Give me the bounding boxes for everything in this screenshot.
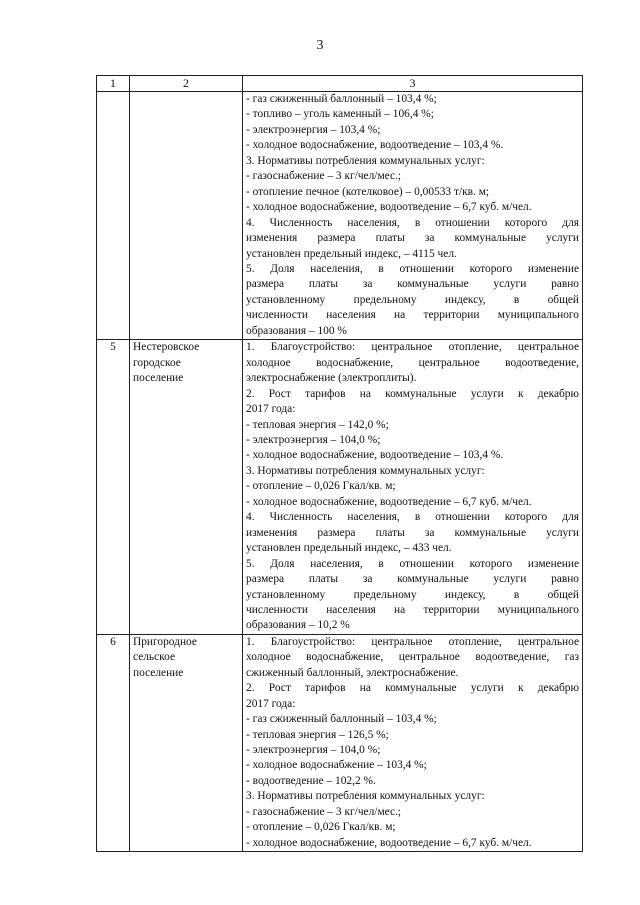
settlement-name-line: Пригородное bbox=[133, 635, 197, 648]
table-row bbox=[97, 92, 583, 340]
description-line: - газоснабжение – 3 кг/чел/мес.; bbox=[246, 170, 402, 183]
description-cell bbox=[243, 92, 583, 340]
description-line: 4. Численность населения, в отношении которого для bbox=[246, 511, 579, 524]
row-number: 5 bbox=[97, 340, 130, 635]
description-line: холодное водоснабжение, центральное водоотведение, газ bbox=[246, 651, 579, 664]
description-line: 3. Нормативы потребления коммунальных услуг: bbox=[246, 790, 485, 803]
table-row bbox=[97, 340, 583, 635]
column-header: 1 bbox=[97, 76, 130, 92]
description-line: образования – 10,2 % bbox=[246, 619, 350, 632]
table-row bbox=[97, 634, 583, 851]
description-line: 2. Рост тарифов на коммунальные услуги к декабрю bbox=[246, 682, 579, 695]
description-line: - холодное водоснабжение, водоотведение – 103,4 %. bbox=[246, 449, 504, 462]
description-cell bbox=[243, 634, 583, 851]
description-line: - холодное водоснабжение, водоотведение – 6,7 куб. м/чел. bbox=[246, 201, 532, 214]
description-line: - отопление печное (котелковое) – 0,00533 т/кв. м; bbox=[246, 185, 490, 198]
description-line: - отопление – 0,026 Гкал/кв. м; bbox=[246, 821, 396, 834]
description-line: - топливо – уголь каменный – 106,4 %; bbox=[246, 108, 434, 121]
description-line: установлен предельный индекс, – 4115 чел. bbox=[246, 247, 457, 260]
description-line: 1. Благоустройство: центральное отопление, центральное bbox=[246, 341, 579, 354]
row-number: 6 bbox=[97, 634, 130, 851]
description-line: размера платы за коммунальные услуги равно bbox=[246, 573, 579, 586]
settlement-name-line: поселение bbox=[133, 666, 184, 679]
settlement-name-line: Нестеровское bbox=[133, 341, 200, 354]
description-line: установленному предельному индексу, в общей bbox=[246, 293, 579, 306]
description-line: - отопление – 0,026 Гкал/кв. м; bbox=[246, 480, 396, 493]
description-line: 3. Нормативы потребления коммунальных услуг: bbox=[246, 464, 485, 477]
description-line: холодное водоснабжение, центральное водоотведение, bbox=[246, 356, 579, 369]
description-line: - газоснабжение – 3 кг/чел/мес.; bbox=[246, 805, 402, 818]
description-line: - тепловая энергия – 142,0 %; bbox=[246, 418, 389, 431]
description-line: - электроэнергия – 104,0 %; bbox=[246, 433, 381, 446]
description-line: 2017 года: bbox=[246, 697, 296, 710]
settlement-name bbox=[130, 340, 243, 635]
description-line: изменения размера платы за коммунальные услуги bbox=[246, 526, 579, 539]
settlement-name-line: сельское bbox=[133, 651, 176, 664]
page-number: 3 bbox=[316, 38, 324, 53]
description-line: - холодное водоснабжение, водоотведение – 6,7 куб. м/чел. bbox=[246, 495, 532, 508]
description-line: изменения размера платы за коммунальные услуги bbox=[246, 232, 579, 245]
table-header-row bbox=[97, 76, 583, 92]
description-line: - холодное водоснабжение – 103,4 %; bbox=[246, 759, 427, 772]
description-line: 3. Нормативы потребления коммунальных услуг: bbox=[246, 154, 485, 167]
description-line: - газ сжиженный баллонный – 103,4 %; bbox=[246, 713, 437, 726]
description-line: сжиженный баллонный, электроснабжение. bbox=[246, 666, 459, 679]
description-line: размера платы за коммунальные услуги равно bbox=[246, 278, 579, 291]
description-line: численности населения на территории муниципального bbox=[246, 309, 579, 322]
description-line: электроснабжение (электроплиты). bbox=[246, 372, 417, 385]
description-line: образования – 100 % bbox=[246, 324, 347, 337]
description-line: 5. Доля населения, в отношении которого изменение bbox=[246, 557, 579, 570]
description-line: - электроэнергия – 104,0 %; bbox=[246, 744, 381, 757]
description-line: установленному предельному индексу, в общей bbox=[246, 588, 579, 601]
column-header: 2 bbox=[130, 76, 243, 92]
column-header: 3 bbox=[243, 76, 583, 92]
settlement-name-line: поселение bbox=[133, 372, 184, 385]
description-line: - электроэнергия – 103,4 %; bbox=[246, 123, 381, 136]
description-line: - водоотведение – 102,2 %. bbox=[246, 774, 376, 787]
description-line: 2017 года: bbox=[246, 403, 296, 416]
description-line: - холодное водоснабжение, водоотведение – 103,4 %. bbox=[246, 139, 504, 152]
settlement-name bbox=[130, 634, 243, 851]
description-line: 1. Благоустройство: центральное отопление, центральное bbox=[246, 635, 579, 648]
description-cell bbox=[243, 340, 583, 635]
settlement-name bbox=[130, 92, 243, 340]
description-line: - газ сжиженный баллонный – 103,4 %; bbox=[246, 93, 437, 105]
description-line: - холодное водоснабжение, водоотведение – 6,7 куб. м/чел. bbox=[246, 836, 532, 849]
description-line: 5. Доля населения, в отношении которого изменение bbox=[246, 262, 579, 275]
data-table bbox=[96, 75, 583, 852]
description-line: - тепловая энергия – 126,5 %; bbox=[246, 728, 389, 741]
description-line: 4. Численность населения, в отношении которого для bbox=[246, 216, 579, 229]
description-line: 2. Рост тарифов на коммунальные услуги к декабрю bbox=[246, 387, 579, 400]
settlement-name-line: городское bbox=[133, 356, 181, 369]
description-line: установлен предельный индекс, – 433 чел. bbox=[246, 542, 452, 555]
description-line: численности населения на территории муниципального bbox=[246, 603, 579, 616]
row-number bbox=[97, 92, 130, 340]
